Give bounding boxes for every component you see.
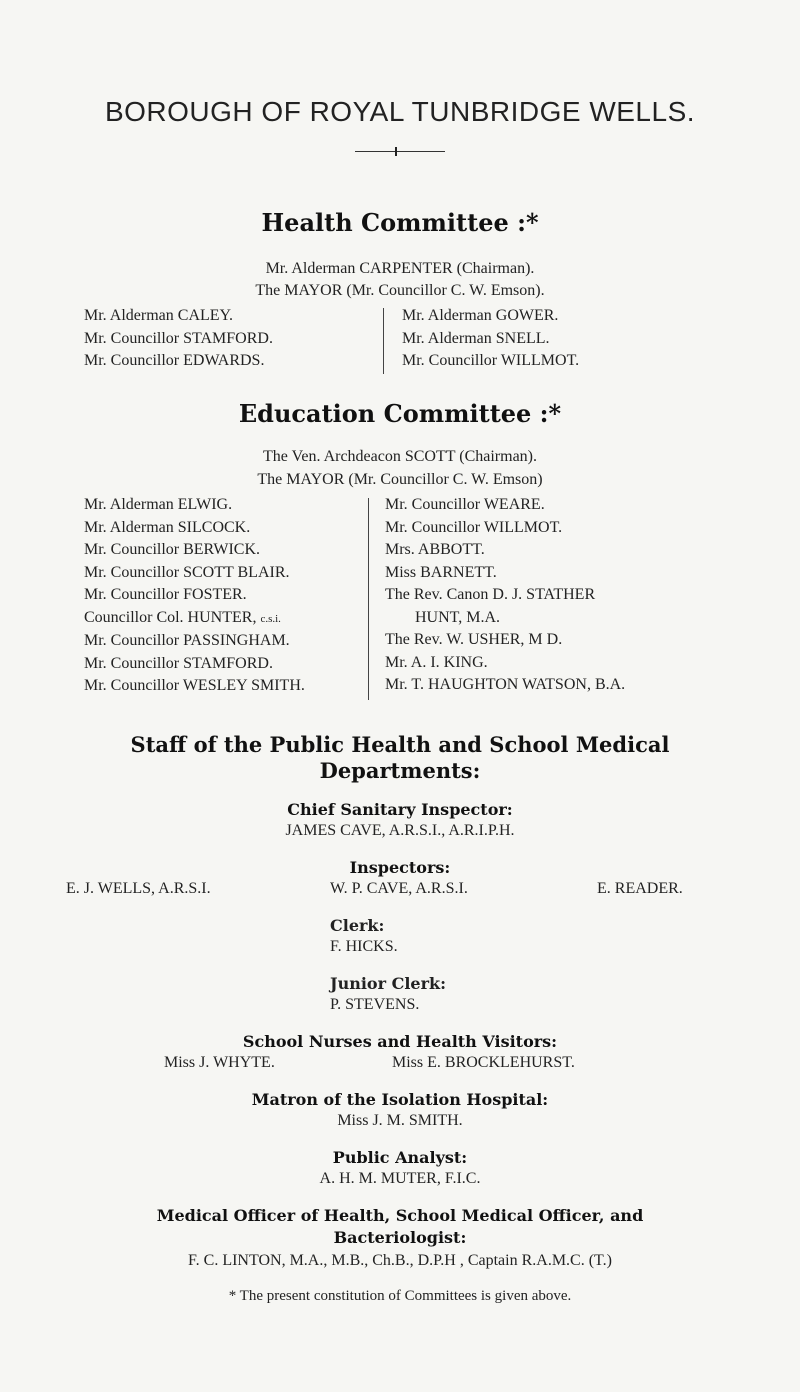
health-committee-left-column [84,305,273,373]
member: Mr. T. HAUGHTON WATSON, B.A. [385,676,626,693]
chief-inspector-label: Chief Sanitary Inspector: [287,800,513,819]
member: The Rev. W. USHER, M D. [385,631,563,648]
member: Mr. Alderman SILCOCK. [84,518,251,536]
member: Mr. A. I. KING. [385,653,488,671]
member: Mr. Councillor WESLEY SMITH. [84,677,305,694]
education-committee-chairman: The Ven. Archdeacon SCOTT (Chairman). [262,448,537,465]
health-committee-right-column [402,305,579,373]
ornamental-rule [355,146,445,158]
member: Mrs. ABBOTT. [385,541,485,558]
member: Mr. Councillor STAMFORD. [84,654,273,672]
member: Mr. Councillor WEARE. [385,496,545,513]
inspector-name: E. J. WELLS, A.R.S.I. [66,880,211,897]
member: Mr. Councillor PASSINGHAM. [84,632,290,649]
member: Mr. Councillor SCOTT BLAIR. [84,563,290,581]
member: The Rev. Canon D. J. STATHER [385,586,596,603]
staff-heading-line2: Departments: [319,758,481,783]
analyst-label: Public Analyst: [332,1148,468,1167]
member: Mr. Councillor EDWARDS. [84,352,265,369]
member: Mr. Councillor WILLMOT. [385,518,563,536]
moh-name: F. C. LINTON, M.A., M.B., Ch.B., D.P.H , Captain R.A.M.C. (T.) [188,1252,612,1269]
matron-label: Matron of the Isolation Hospital: [251,1090,549,1109]
moh-label-line2: Bacteriologist: [333,1228,467,1247]
education-committee-left-column [84,494,305,698]
honours-suffix: c.s.i. [260,612,281,625]
nurses-label: School Nurses and Health Visitors: [242,1032,558,1051]
document-title: BOROUGH OF ROYAL TUNBRIDGE WELLS. [104,96,696,127]
member: Mr. Councillor STAMFORD. [84,329,273,347]
education-committee-mayor: The MAYOR (Mr. Councillor C. W. Emson) [257,471,543,488]
education-committee-right-column [385,494,625,697]
nurse-name: Miss J. WHYTE. [164,1054,275,1071]
junior-clerk-label: Junior Clerk: [330,974,446,993]
inspector-name: W. P. CAVE, A.R.S.I. [330,880,468,897]
health-committee-heading: Health Committee :* [261,208,539,237]
member: HUNT, M.A. [415,608,501,626]
matron-name: Miss J. M. SMITH. [337,1112,463,1129]
health-committee-mayor: The MAYOR (Mr. Councillor C. W. Emson). [255,282,545,299]
health-committee-chairman: Mr. Alderman CARPENTER (Chairman). [265,260,535,277]
column-divider [383,308,384,374]
member: Mr. Alderman SNELL. [402,329,550,347]
member: Miss BARNETT. [385,563,497,581]
staff-heading: Staff of the Public Health and School Medical [130,732,670,757]
member: Mr. Alderman ELWIG. [84,496,233,513]
member: Mr. Alderman GOWER. [402,307,559,324]
education-committee-heading: Education Committee :* [238,399,562,428]
inspector-name: E. READER. [597,880,683,897]
clerk-label: Clerk: [330,916,385,935]
member-hunter: Councillor Col. HUNTER, c.s.i. [84,608,281,626]
footnote: * The present constitution of Committees is given above. [228,1288,572,1304]
column-divider [368,498,369,700]
nurse-name: Miss E. BROCKLEHURST. [392,1054,575,1071]
moh-label: Medical Officer of Health, School Medical Officer, and [156,1206,644,1225]
analyst-name: A. H. M. MUTER, F.I.C. [319,1170,481,1187]
junior-clerk-name: P. STEVENS. [330,996,420,1013]
member: Mr. Alderman CALEY. [84,307,234,324]
member: Mr. Councillor FOSTER. [84,586,247,603]
clerk-name: F. HICKS. [330,938,398,955]
inspectors-label: Inspectors: [349,858,451,877]
member: Mr. Councillor BERWICK. [84,541,260,558]
chief-inspector-name: JAMES CAVE, A.R.S.I., A.R.I.P.H. [285,822,515,839]
member: Mr. Councillor WILLMOT. [402,352,580,369]
